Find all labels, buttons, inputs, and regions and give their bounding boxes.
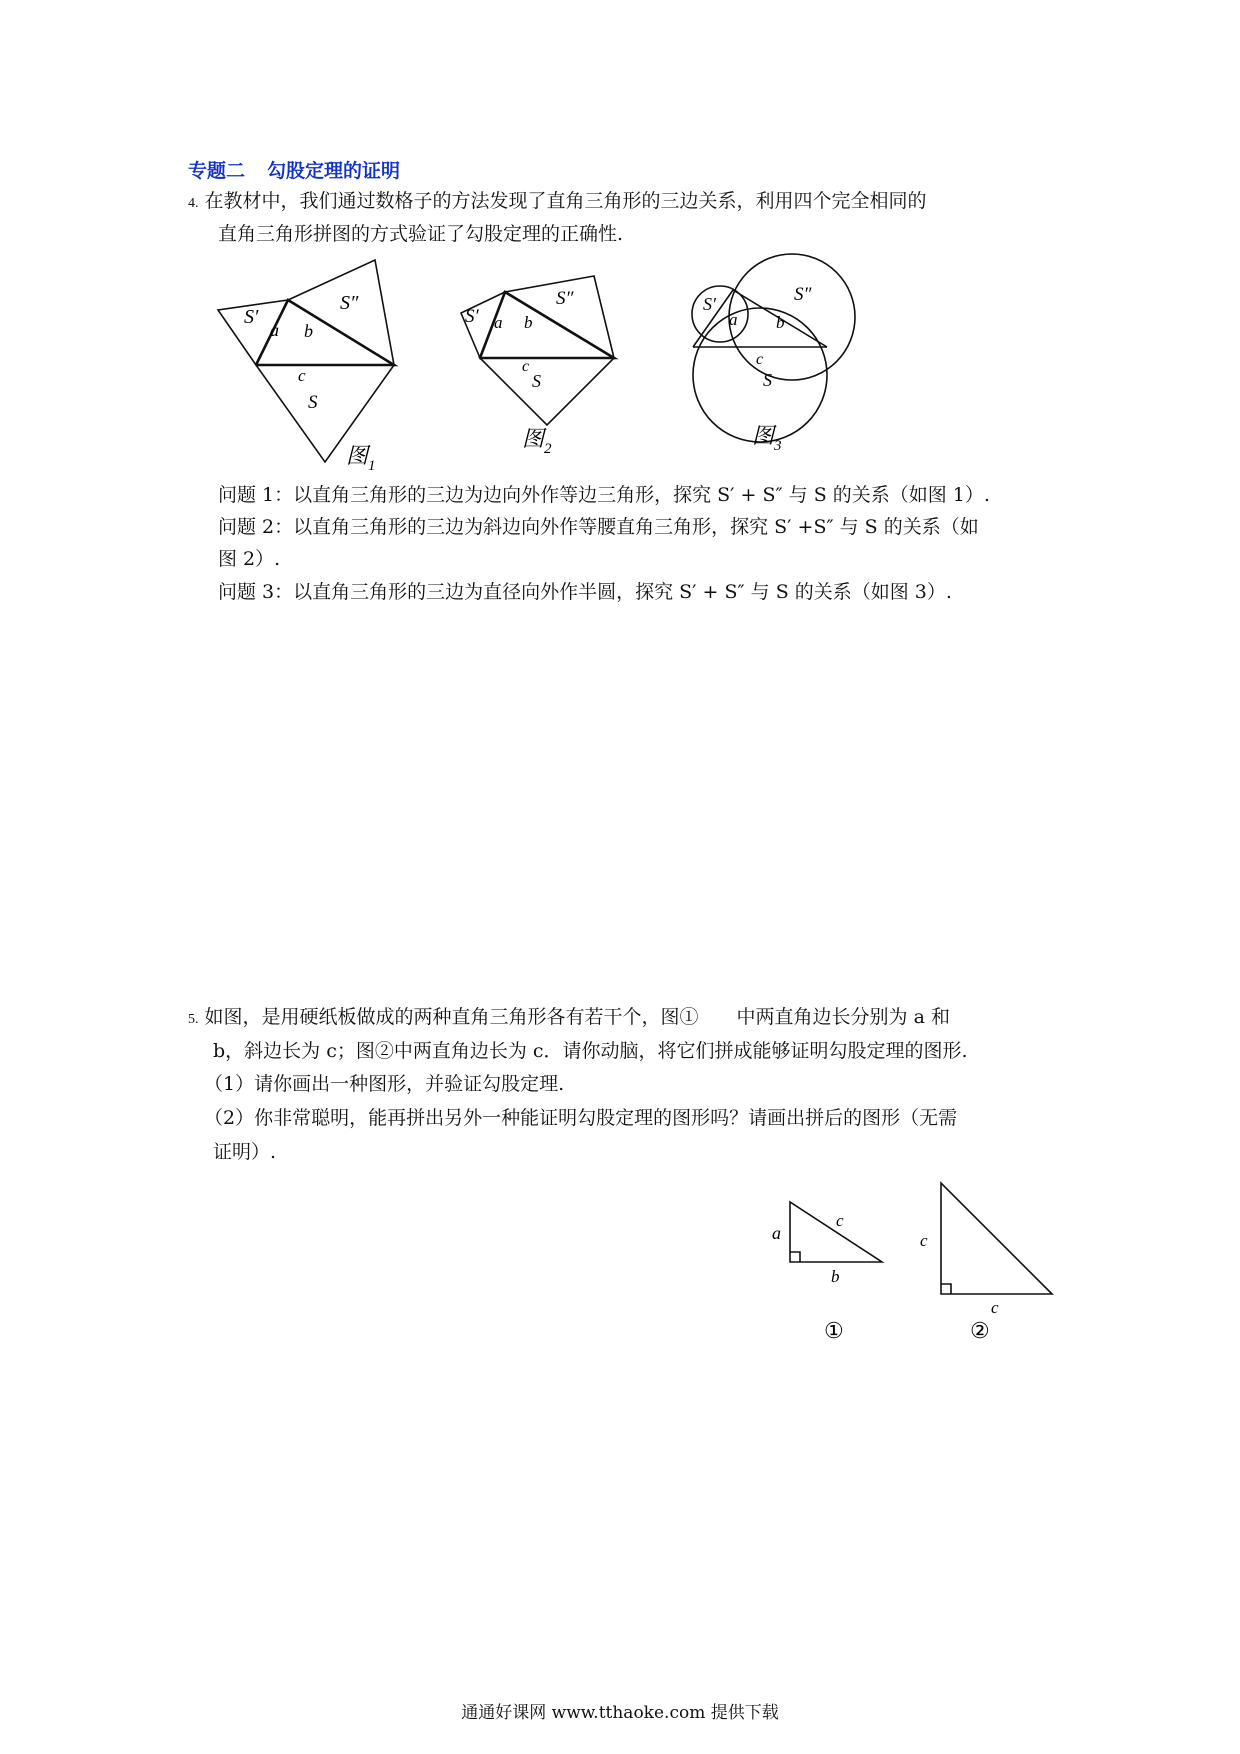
fig2-label-s2: S″ — [556, 288, 574, 309]
tri2-label-c-vertical: c — [920, 1231, 928, 1250]
fig1-label-a: a — [270, 320, 279, 340]
fig1-label-s: S — [308, 392, 318, 413]
section-title — [188, 156, 400, 183]
figure-1 — [218, 260, 394, 462]
q4-problem-2-cont: 图 2）. — [218, 548, 281, 570]
tri1-label-c: c — [836, 1211, 844, 1230]
triangle-2 — [941, 1183, 1052, 1294]
fig3-label-s2: S″ — [794, 284, 812, 305]
q5-line-4: （2）你非常聪明，能再拼出另外一种能证明勾股定理的图形吗？请画出拼后的图形（无需 — [204, 1107, 958, 1129]
triangle-2-right-angle-mark — [941, 1284, 951, 1294]
q4-line-1: 4. 在教材中，我们通过数格子的方法发现了直角三角形的三边关系，利用四个完全相同的 — [188, 190, 927, 212]
fig3-label-b: b — [776, 313, 785, 332]
figure-2 — [461, 276, 614, 425]
q5-line-1: 5. 如图，是用硬纸板做成的两种直角三角形各有若干个，图① 中两直角边长分别为 a 和 — [188, 1006, 950, 1028]
q4-number: 4. — [188, 196, 199, 211]
fig3-label-s1: S′ — [703, 294, 716, 314]
q4-problem-1: 问题 1：以直角三角形的三边为边向外作等边三角形，探究 S′ + S″ 与 S 的关系（如图 1）. — [218, 484, 990, 506]
tri1-label-a: a — [772, 1223, 781, 1243]
page-footer: 通通好课网 www.tthaoke.com 提供下载 — [461, 1703, 779, 1723]
fig2-label-c: c — [522, 358, 530, 375]
fig3-caption: 图$_3$ — [752, 423, 782, 454]
tri2-label-c-horizontal: c — [991, 1298, 999, 1317]
tri1-label-b: b — [831, 1267, 840, 1286]
triangle-1-right-angle-mark — [790, 1252, 800, 1262]
q4-figures — [200, 245, 1080, 475]
fig2-caption: 图$_2$ — [522, 426, 552, 457]
fig3-label-s: S — [763, 370, 772, 390]
tri1-caption: ① — [824, 1318, 844, 1343]
fig1-label-s1: S′ — [244, 306, 259, 328]
q5-line-5: 证明）. — [213, 1141, 277, 1163]
q5-line-3: （1）请你画出一种图形，并验证勾股定理. — [204, 1073, 565, 1095]
fig3-label-c: c — [756, 351, 764, 368]
fig1-label-c: c — [298, 366, 306, 385]
fig1-label-s2: S″ — [340, 292, 359, 314]
figure-3 — [692, 254, 855, 442]
q5-line-2: b，斜边长为 c；图②中两直角边长为 c．请你动脑，将它们拼成能够证明勾股定理的图形. — [213, 1040, 968, 1062]
fig2-label-a: a — [494, 313, 503, 332]
tri2-caption: ② — [970, 1318, 990, 1343]
q5-number: 5. — [188, 1012, 199, 1027]
section-heading: 勾股定理的证明 — [267, 160, 401, 182]
fig3-label-a: a — [729, 310, 738, 329]
q4-problem-3: 问题 3：以直角三角形的三边为直径向外作半圆，探究 S′ + S″ 与 S 的关系（如图 3）. — [218, 581, 952, 603]
fig2-label-s: S — [532, 371, 541, 391]
q5-figures — [760, 1170, 1080, 1350]
fig1-caption: 图$_1$ — [346, 443, 376, 474]
section-number: 专题二 — [188, 160, 246, 182]
fig2-label-s1: S′ — [465, 306, 479, 327]
fig2-label-b: b — [524, 313, 533, 332]
q4-line-2: 直角三角形拼图的方式验证了勾股定理的正确性. — [218, 223, 624, 245]
fig1-label-b: b — [304, 321, 313, 341]
q4-problem-2: 问题 2：以直角三角形的三边为斜边向外作等腰直角三角形，探究 S′ +S″ 与 S 的关系（如 — [218, 516, 979, 538]
